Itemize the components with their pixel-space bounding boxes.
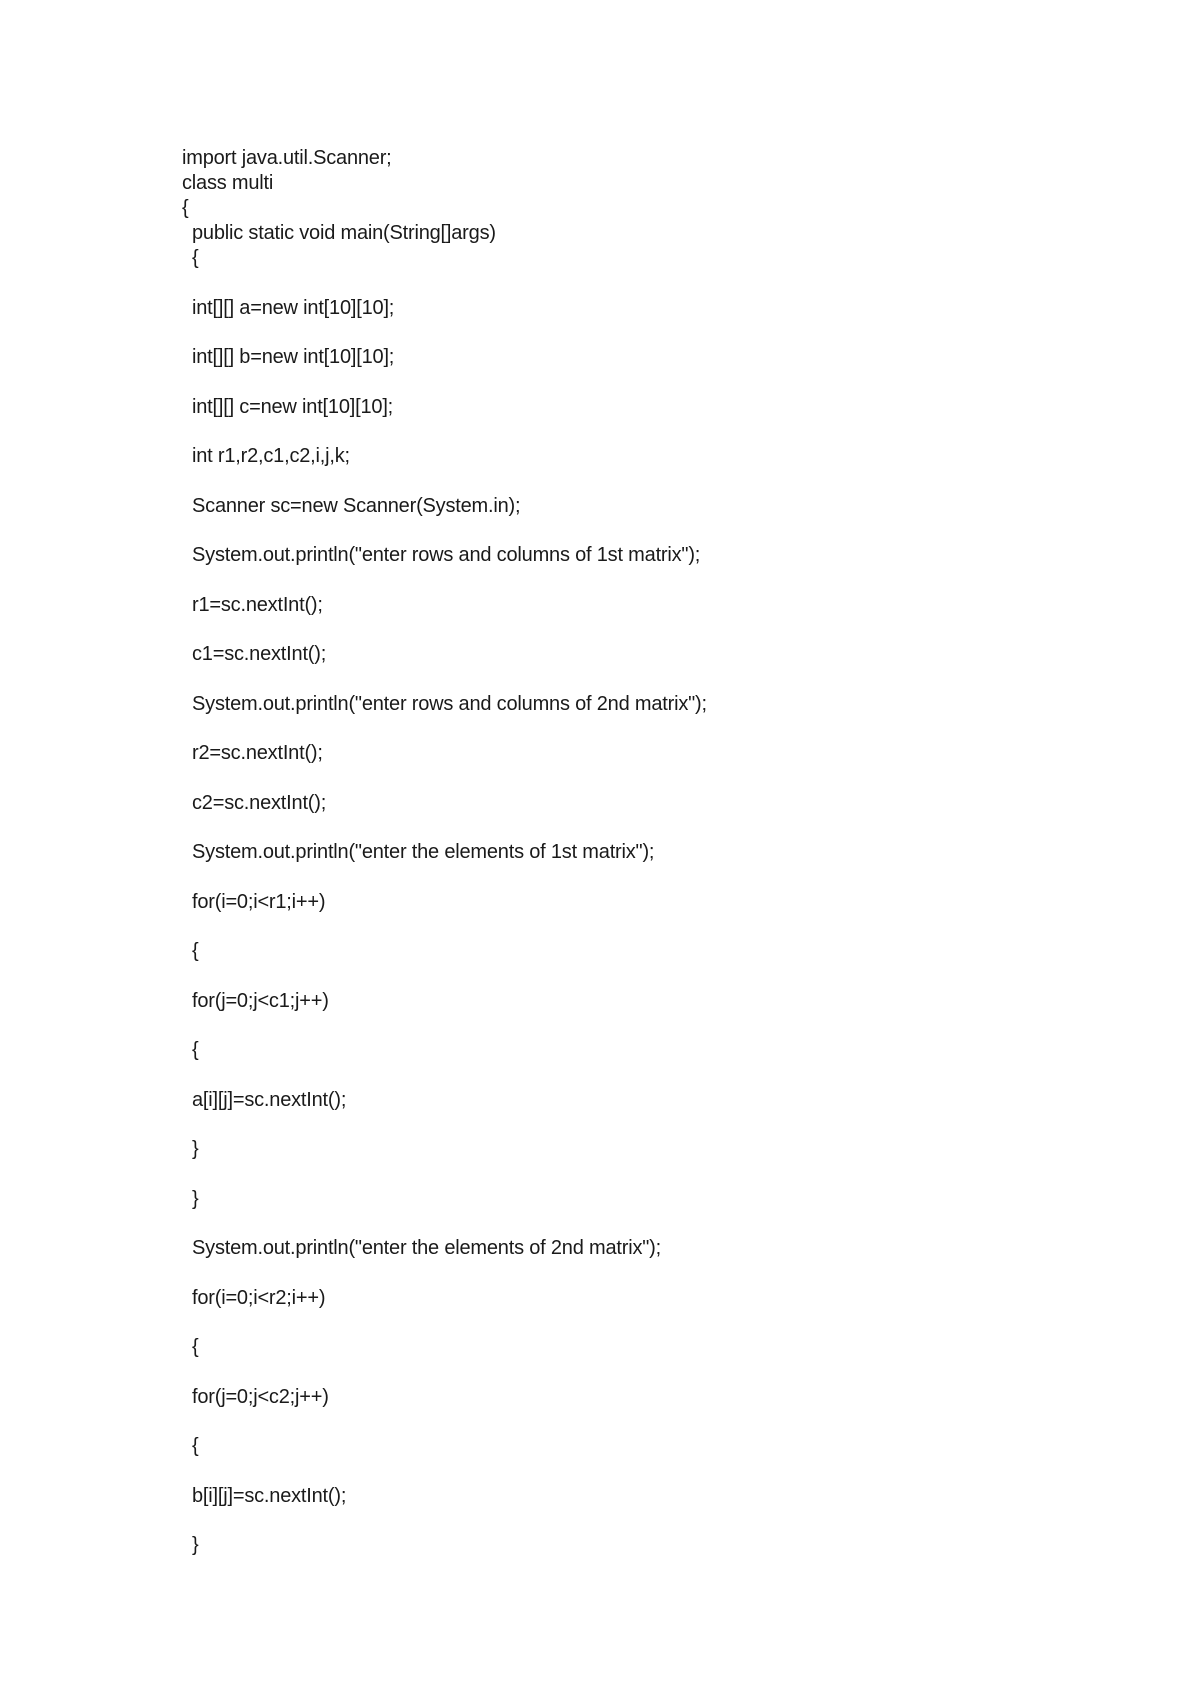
code-line-17: System.out.println("enter the elements of 1st matrix");: [192, 841, 655, 863]
code-line-23: }: [192, 1138, 199, 1160]
code-line-16: c2=sc.nextInt();: [192, 792, 327, 814]
code-line-13: c1=sc.nextInt();: [192, 643, 327, 665]
code-line-20: for(j=0;j<c1;j++): [192, 990, 329, 1012]
code-line-3: {: [182, 197, 189, 219]
code-line-24: }: [192, 1188, 199, 1210]
code-line-31: }: [192, 1534, 199, 1556]
code-line-8: int[][] c=new int[10][10];: [192, 396, 394, 418]
code-line-4: public static void main(String[]args): [192, 222, 496, 244]
code-line-18: for(i=0;i<r1;i++): [192, 891, 326, 913]
code-line-26: for(i=0;i<r2;i++): [192, 1287, 326, 1309]
code-line-15: r2=sc.nextInt();: [192, 742, 323, 764]
code-line-11: System.out.println("enter rows and columns of 1st matrix");: [192, 544, 701, 566]
code-line-14: System.out.println("enter rows and columns of 2nd matrix");: [192, 693, 707, 715]
code-line-25: System.out.println("enter the elements of 2nd matrix");: [192, 1237, 661, 1259]
code-line-19: {: [192, 940, 199, 962]
code-line-30: b[i][j]=sc.nextInt();: [192, 1485, 347, 1507]
code-line-6: int[][] a=new int[10][10];: [192, 297, 395, 319]
code-line-10: Scanner sc=new Scanner(System.in);: [192, 495, 521, 517]
code-line-29: {: [192, 1435, 199, 1457]
code-line-7: int[][] b=new int[10][10];: [192, 346, 395, 368]
code-line-1: import java.util.Scanner;: [182, 147, 392, 169]
code-line-27: {: [192, 1336, 199, 1358]
code-line-2: class multi: [182, 172, 274, 194]
code-line-9: int r1,r2,c1,c2,i,j,k;: [192, 445, 350, 467]
code-line-22: a[i][j]=sc.nextInt();: [192, 1089, 347, 1111]
code-line-28: for(j=0;j<c2;j++): [192, 1386, 329, 1408]
code-line-5: {: [192, 247, 199, 269]
code-line-21: {: [192, 1039, 199, 1061]
code-line-12: r1=sc.nextInt();: [192, 594, 323, 616]
